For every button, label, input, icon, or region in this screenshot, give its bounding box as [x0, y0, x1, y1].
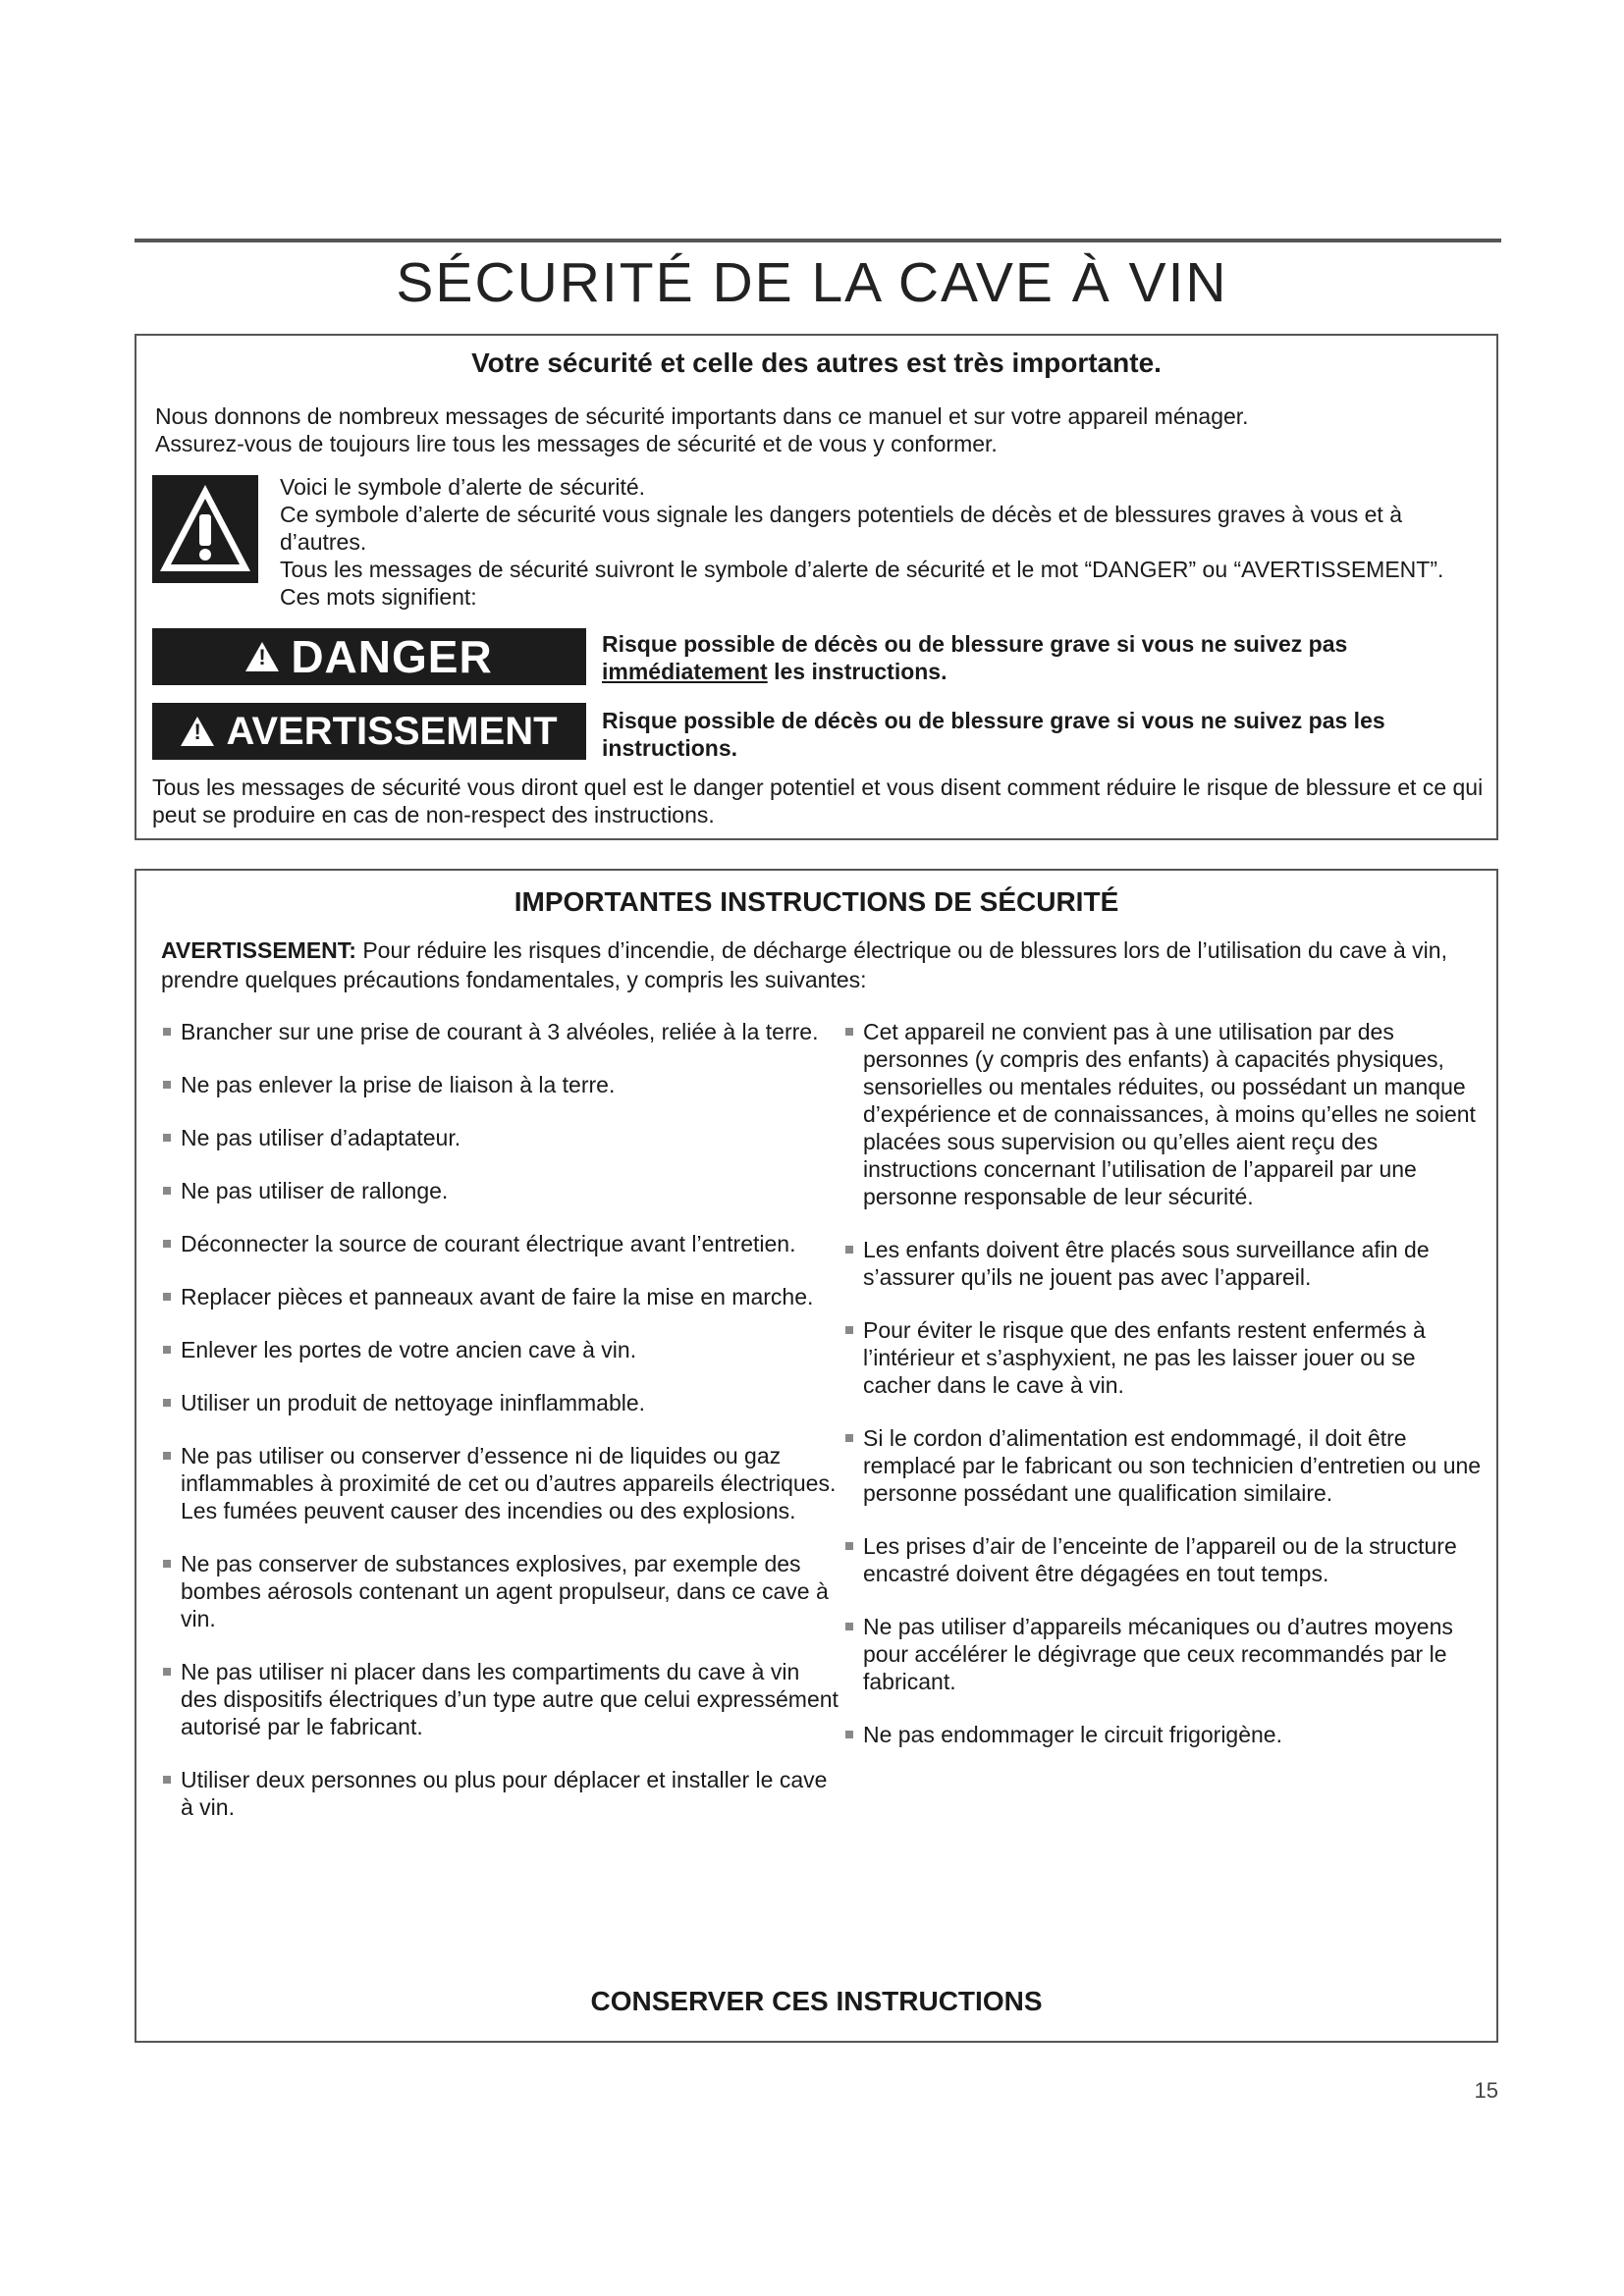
list-item: Ne pas utiliser de rallonge.: [161, 1177, 839, 1204]
alert-line-1: Voici le symbole d’alerte de sécurité.: [280, 474, 646, 500]
warning-signal-word: [152, 703, 586, 760]
warning-label: AVERTISSEMENT: [226, 709, 558, 753]
important-instructions-box: [135, 869, 1498, 2043]
safety-closing-text: Tous les messages de sécurité vous diront quel est le danger potentiel et vous disent comment réduire le risque de blessure et ce qui peut se produire en cas de non-respect des instructions.: [152, 774, 1484, 828]
safety-intro-line-1: Nous donnons de nombreux messages de sécurité importants dans ce manuel et sur votre appareil ménager.: [155, 403, 1249, 429]
safety-message-box: [135, 334, 1498, 840]
list-item: Les enfants doivent être placés sous surveillance afin de s’assurer qu’ils ne jouent pas avec l’appareil.: [843, 1236, 1482, 1291]
safety-intro-line-2: Assurez-vous de toujours lire tous les messages de sécurité et de vous y conformer.: [155, 431, 998, 456]
list-item: Ne pas utiliser d’adaptateur.: [161, 1124, 839, 1151]
danger-signal-word: [152, 628, 586, 685]
list-item: Utiliser un produit de nettoyage ininflammable.: [161, 1389, 839, 1416]
list-item: Ne pas conserver de substances explosives, par exemple des bombes aérosols contenant un agent propulseur, dans ce cave à vin.: [161, 1550, 839, 1632]
list-item: Brancher sur une prise de courant à 3 alvéoles, reliée à la terre.: [161, 1018, 839, 1045]
bullet-icon: [163, 1668, 171, 1676]
bullet-icon: [845, 1623, 853, 1630]
instructions-title: IMPORTANTES INSTRUCTIONS DE SÉCURITÉ: [514, 886, 1119, 917]
alert-line-3: Tous les messages de sécurité suivront le symbole d’alerte de sécurité et le mot “DANGER” ou “AVERTISSEMENT”. Ces mots signifient:: [280, 557, 1444, 610]
alert-line-2: Ce symbole d’alerte de sécurité vous signale les dangers potentiels de décès et de blessures graves à vous et à d’autres.: [280, 502, 1402, 555]
warning-text: Pour réduire les risques d’incendie, de décharge électrique ou de blessures lors de l’utilisation du cave à vin, prendre quelques précautions fondamentales, y compris les suivantes:: [161, 937, 1447, 992]
bullet-icon: [163, 1346, 171, 1354]
warning-description: Risque possible de décès ou de blessure grave si vous ne suivez pas les instructions.: [602, 708, 1385, 761]
safety-box-title: Votre sécurité et celle des autres est très importante.: [471, 347, 1162, 378]
page-title: SÉCURITÉ DE LA CAVE À VIN: [396, 251, 1228, 314]
list-item: Ne pas utiliser ou conserver d’essence ni de liquides ou gaz inflammables à proximité de cet ou d’autres appareils électriques. Les fumées peuvent causer des incendies ou des explosions.: [161, 1442, 839, 1524]
bullet-icon: [163, 1240, 171, 1248]
bullet-icon: [163, 1452, 171, 1460]
list-item: Ne pas enlever la prise de liaison à la terre.: [161, 1071, 839, 1098]
page-number: 15: [1474, 2078, 1498, 2103]
list-item: Ne pas utiliser d’appareils mécaniques ou d’autres moyens pour accélérer le dégivrage que ceux recommandés par le fabricant.: [843, 1613, 1482, 1695]
safety-alert-icon: [152, 475, 258, 583]
bullet-icon: [163, 1028, 171, 1036]
warning-alert-icon: [181, 717, 214, 746]
list-item: Enlever les portes de votre ancien cave à vin.: [161, 1336, 839, 1363]
list-item: Pour éviter le risque que des enfants restent enfermés à l’intérieur et s’asphyxient, ne pas les laisser jouer ou se cacher dans le cave à vin.: [843, 1316, 1482, 1399]
bullet-icon: [163, 1187, 171, 1195]
list-item: Les prises d’air de l’enceinte de l’appareil ou de la structure encastré doivent être dégagées en tout temps.: [843, 1532, 1482, 1587]
list-item: Cet appareil ne convient pas à une utilisation par des personnes (y compris des enfants) à capacités physiques, sensorielles ou mentales réduites, ou possédant un manque d’expérience et de connaissances, à moins qu’elles ne soient placées sous supervision ou qu’elles aient reçu des instructions concernant l’utilisation de l’appareil par une personne responsable de leur sécurité.: [843, 1018, 1482, 1210]
list-item: Déconnecter la source de courant électrique avant l’entretien.: [161, 1230, 839, 1257]
bullet-icon: [163, 1399, 171, 1407]
danger-desc-a: Risque possible de décès ou de blessure grave si vous ne suivez pas: [602, 631, 1348, 657]
bullet-icon: [163, 1081, 171, 1089]
conserve-instructions-footer: CONSERVER CES INSTRUCTIONS: [590, 1986, 1043, 2016]
danger-alert-icon: [245, 642, 279, 671]
bullet-icon: [845, 1326, 853, 1334]
list-item: Si le cordon d’alimentation est endommagé, il doit être remplacé par le fabricant ou son technicien d’entretien ou une personne possédant une qualification similaire.: [843, 1424, 1482, 1507]
safety-intro: [155, 402, 1471, 457]
instructions-left-column: [161, 1018, 839, 1846]
danger-description: [602, 630, 1486, 685]
bullet-icon: [845, 1246, 853, 1254]
bullet-icon: [163, 1134, 171, 1142]
safety-alert-text: [280, 473, 1478, 611]
bullet-icon: [845, 1434, 853, 1442]
list-item: Utiliser deux personnes ou plus pour déplacer et installer le cave à vin.: [161, 1766, 839, 1821]
bullet-icon: [163, 1293, 171, 1301]
danger-desc-b: les instructions.: [774, 659, 947, 684]
bullet-icon: [163, 1776, 171, 1784]
list-item: Replacer pièces et panneaux avant de faire la mise en marche.: [161, 1283, 839, 1310]
top-rule: [135, 239, 1501, 242]
warning-lead: AVERTISSEMENT:: [161, 937, 356, 963]
bullet-icon: [163, 1560, 171, 1568]
instructions-warning-intro: [161, 935, 1482, 994]
bullet-icon: [845, 1028, 853, 1036]
danger-desc-underlined: immédiatement: [602, 659, 768, 684]
danger-label: DANGER: [291, 631, 493, 682]
bullet-icon: [845, 1731, 853, 1738]
bullet-icon: [845, 1542, 853, 1550]
list-item: Ne pas utiliser ni placer dans les compartiments du cave à vin des dispositifs électriques d’un type autre que celui expressément autorisé par le fabricant.: [161, 1658, 839, 1740]
instructions-right-column: [843, 1018, 1482, 1774]
list-item: Ne pas endommager le circuit frigorigène.: [843, 1721, 1482, 1748]
